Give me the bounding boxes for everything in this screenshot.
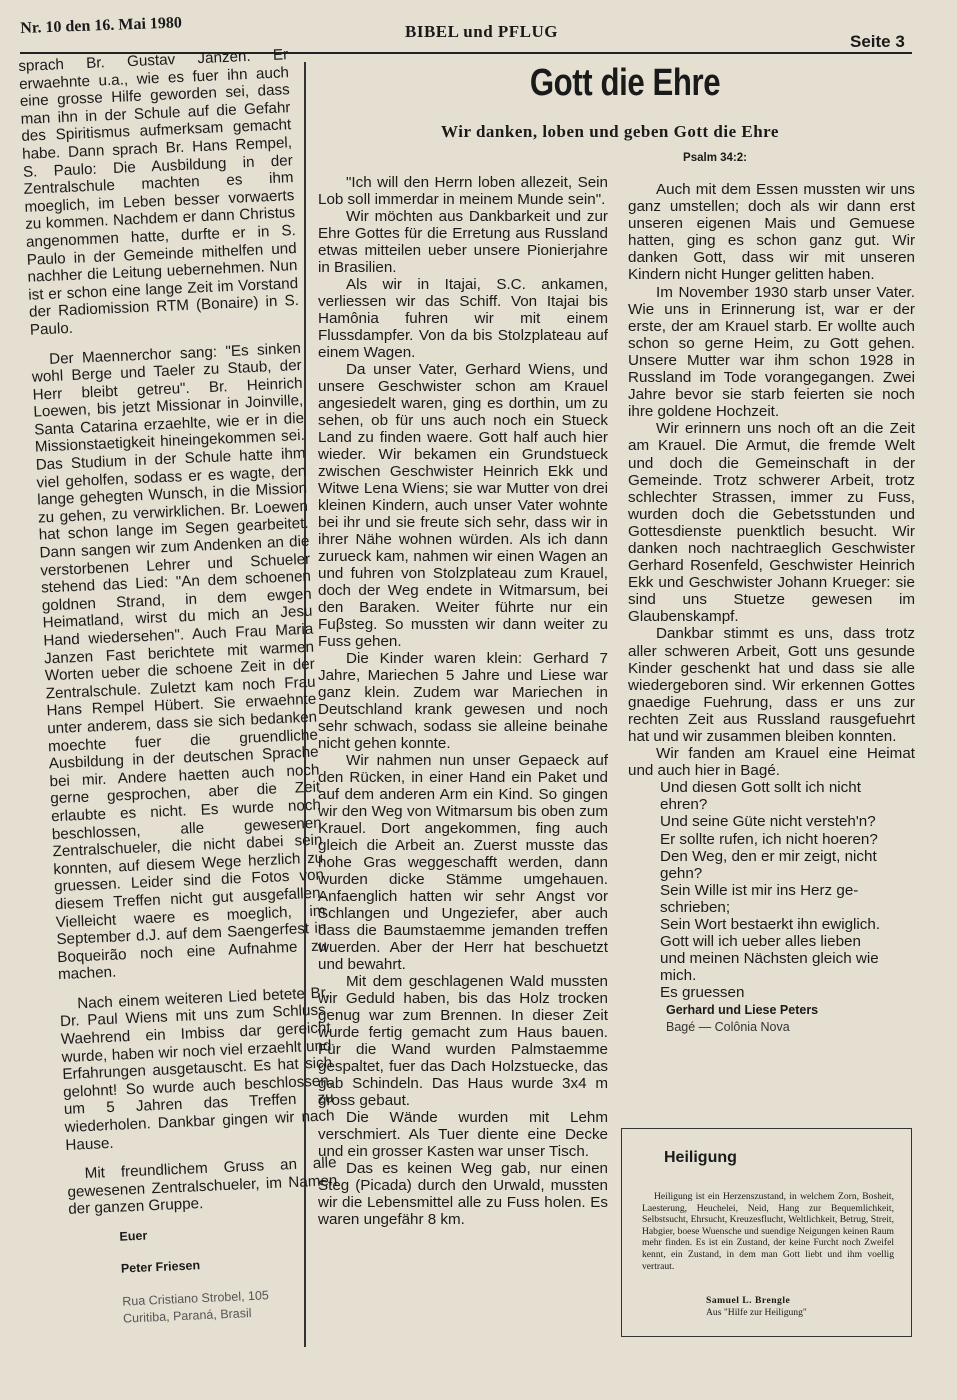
author-place: Bagé — Colônia Nova [666, 1019, 790, 1034]
verse-line: Den Weg, den er mir zeigt, nicht [660, 847, 877, 865]
verse-line: ehren? [660, 796, 708, 814]
box-text: Heiligung ist ein Herzenszustand, in welchem Zorn, Bosheit, Laesterung, Heuchelei, Neid, Hang zur Bequemlichkeit, Selbstsucht, Ehrsucht, Kreuzesflucht, Weltlichkeit, Betrug, Streit, Habgier, boese Wuensche und suendige Neigungen keinen Raum mehr finden. Es ist ein Zustand, der keine Furcht noch Zweifel kennt, ein Zustand, in dem man Gott liebt und ihm voellig vertraut. [642, 1191, 894, 1272]
article-column-middle [318, 174, 608, 1228]
verse-line: Sein Wort bestaerkt ihn ewiglich. [660, 916, 881, 934]
box-title: Heiligung [664, 1149, 737, 1166]
address-line: Curitiba, Paraná, Brasil [122, 1306, 252, 1326]
hymn-verse [660, 779, 915, 984]
left-paragraph: Mit freundlichem Gruss an alle gewesenen Zentralschueler, im Namen der ganzen Gruppe. [67, 1154, 338, 1219]
closing-greeting: Es gruessen [660, 984, 745, 1002]
issue-date: Nr. 10 den 16. Mai 1980 [20, 14, 183, 37]
left-paragraph: Der Maennerchor sang: "Es sinken wohl Berge und Taeler zu Staub, der Herr bleibt getreu". Br. Heinrich Loewen, bis jetzt Missionar in Joinville, Santa Catarina erzaehlte, wie er in die Missionstaetigkeit hineingekommen sei. Das Studium in der Schule hatte ihm viel geholfen, sodass er es wagte, den lange gehegten Wunsch, in die Mission zu gehen, zu verwirklichen. Br. Loewen hat schon lange im Segen gearbeitet. Dann sangen wir zum Andenken an die verstorbenen Lehrer und Schueler stehend das Lied: "An dem schoenen goldnen Strand, in dem ewgen Heimatland, wirst du mich an Jesu Hand wiedersehen". Auch Frau Maria Janzen Fast berichtete mit warmen Worten ueber die schoene Zeit in der Zentralschule. Zuletzt kam noch Frau Hans Rempel Hübert. Sie erwaehnte unter anderem, dass sie sich bedanken moechte fuer die gruendliche Ausbildung in der deutschen Sprache bei mir. Andere haetten auch noch gerne gesprochen, aber die Zeit erlaubte es nicht. Es wurde noch beschlossen, alle gewesenen Zentralschueler, die nicht dabei sein konnten, auf diesem Wege herzlich zu gruessen. Leider sind die Fotos von diesem Treffen nicht gut ausgefallen. Vielleicht waere es moeglich, im September d.J. auf dem Saengerfest in Boqueirão noch eine Aufnahme zu machen. [31, 339, 328, 984]
article-paragraph: "Ich will den Herrn loben allezeit, Sein Lob soll immerdar in meinem Munde sein". [318, 174, 608, 208]
left-paragraph: Nach einem weiteren Lied betete Br. Dr. Paul Wiens mit uns zum Schluss. Waehrend ein Imbiss dar gereicht wurde, haben wir noch viel erzaehlt und Erfahrungen ausgetauscht. Es hat sich gelohnt! So wurde auch beschlossen, um 5 Jahren das Treffen zu wiederholen. Dankbar gingen wir nach Hause. [59, 984, 335, 1154]
signoff: Euer [119, 1228, 148, 1244]
article-paragraph: Mit dem geschlagenen Wald mussten wir Geduld haben, bis das Holz trocken genug war zum Brennen. In dieser Zeit wurde fertig gemacht zum Haus bauen. Für die Wand wurden Palmstaemme gespaltet, fuer das Dach Holzstuecke, das gab Schindeln. Das Haus wurde 3x4 m gross gebaut. [318, 973, 608, 1109]
author-names: Gerhard und Liese Peters [666, 1002, 819, 1017]
article-paragraph: Das es keinen Weg gab, nur einen Steg (Picada) durch den Urwald, mussten wir die Lebensmittel alle zu Fuss holen. Es waren ungefähr 8 km. [318, 1160, 608, 1228]
left-column-article [18, 46, 343, 1330]
verse-line: mich. [660, 967, 697, 985]
article-paragraph: Als wir in Itajai, S.C. ankamen, verliessen wir das Schiff. Von Itajai bis Hamônia fuhren wir mit einem Flussdampfer. Von da bis Stolzplateau auf einem Wagen. [318, 276, 608, 361]
verse-line: gehn? [660, 864, 703, 882]
verse-line: Gott will ich ueber alles lieben [660, 933, 861, 951]
verse-line: Und seine Güte nicht versteh'n? [660, 813, 876, 831]
article-paragraph: Dankbar stimmt es uns, dass trotz aller schweren Arbeit, Gott uns gesunde Kinder geschenkt hat und dass sie alle wiedergeboren sind. Wir erkennen Gottes gnaedige Fuehrung, dass er uns zur rechten Zeit aus Russland rausgefuehrt hat und wir zusammen bleiben konnten. [628, 625, 915, 745]
address [122, 1284, 343, 1328]
page-number: Seite 3 [850, 32, 905, 51]
heiligung-box [621, 1128, 912, 1337]
article-paragraph: Die Kinder waren klein: Gerhard 7 Jahre, Mariechen 5 Jahre und Liese war ganz klein. Zudem war Mariechen in Deutschland krank gewesen und noch sehr schwach, sodass sie alleine beinahe nicht gehen konnte. [318, 650, 608, 752]
signature: Peter Friesen [120, 1257, 201, 1276]
article-paragraph: Wir fanden am Krauel eine Heimat und auch hier in Bagé. [628, 745, 915, 780]
article-paragraph: Wir möchten aus Dankbarkeit und zur Ehre Gottes für die Erretung aus Russland etwas mitteilen ueber unsere Pionierjahre in Brasilien. [318, 208, 608, 276]
article-title: Gott die Ehre [529, 62, 721, 104]
article-paragraph: Wir erinnern uns noch oft an die Zeit am Krauel. Die Armut, die fremde Welt und doch die Gemeinschaft in der Gemeinde. Trotz schwerer Arbeit, trotz schlechter Strassen, immer zu Fuss, wurden doch die Gebetsstunden und Gottesdienste puenktlich besucht. Wir danken noch nachtraeglich Geschwister Gerhard Rosenfeld, Geschwister Heinrich Ekk und Geschwister Johann Krueger: sie sind uns Stuetze gewesen im Glaubenskampf. [628, 420, 915, 626]
box-source: Aus "Hilfe zur Heiligung" [706, 1307, 807, 1318]
verse-line: Er sollte rufen, ich nicht hoeren? [660, 830, 878, 848]
box-author: Samuel L. Brengle [706, 1295, 791, 1306]
verse-line: Und diesen Gott sollt ich nicht [660, 779, 861, 797]
article-paragraph: Im November 1930 starb unser Vater. Wie uns in Erinnerung ist, war er der erste, der am Krauel starb. Er wollte auch schon so gerne Heim, zu Gott gehen. Unsere Mutter war ihm schon 1928 in Russland im Tode vorangegangen. Zwei Jahre bevor sie starb feierten sie noch ihre goldene Hochzeit. [628, 283, 915, 421]
verse-line: und meinen Nächsten gleich wie [660, 950, 879, 968]
article-column-right [628, 181, 915, 1036]
verse-line: schrieben; [660, 898, 731, 916]
address-line: Rua Cristiano Strobel, 105 [122, 1288, 270, 1309]
left-paragraph: sprach Br. Gustav Janzen. Er erwaehnte u.a., wie es fuer ihn auch eine grosse Hilfe geworden sei, dass man ihn in der Schule auf die Gefahr des Spiritismus aufmerksam gemacht habe. Dann sprach Br. Hans Rempel, S. Paulo: Die Ausbildung in der Zentralschule machten es ihm moeglich, im Leben besser vorwaerts zu kommen. Nachdem er dann Christus angenommen hatte, durfte er in S. Paulo in der Gemeinde mithelfen und nachher die Leitung uebernehmen. Nun ist er schon eine lange Zeit im Vorstand der Radiomission RTM (Bonaire) in S. Paulo. [18, 46, 300, 339]
psalm-reference: Psalm 34:2: [683, 152, 747, 164]
article-paragraph: Wir nahmen nun unser Gepaeck auf den Rücken, in einer Hand ein Paket und auf dem anderen Arm ein Kind. So gingen wir den Weg von Witmarsum bis oben zum Krauel. Dort angekommen, fing auch gleich die Arbeit an. Zuerst musste das hohe Gras weggeschafft werden, dann wurden dicke Stämme umgehauen. Anfaenglich hatten wir sehr Angst vor Schlangen und Ungeziefer, aber auch dass die Baumstaemme jemanden treffen wuerden. Aber der Herr hat beschuetzt und bewahrt. [318, 752, 608, 973]
article-subtitle: Wir danken, loben und geben Gott die Ehre [441, 122, 779, 141]
article-paragraph: Da unser Vater, Gerhard Wiens, und unsere Geschwister schon am Krauel angesiedelt waren, ging es dorthin, um zu sehen, ob für uns auch noch ein Stueck Land zu finden waere. Gott half auch hier wieder. Wir bekamen ein Grundstueck zwischen Geschwister Heinrich Ekk und Witwe Lena Wiens; sie war Mutter von drei kleinen Kindern, auch unser Vater wohnte bei ihr und sie freute sich sehr, dass wir in ihrer Nähe wohnen würden. Als ich dann zurueck kam, nahmen wir einen Wagen an und fuhren von Stolzplateau zum Krauel, doch der Weg endete in Witmarsum, bei den Baraken. Weiter führte nur ein Fuβsteg. So mussten wir dann weiter zu Fuss gehen. [318, 361, 608, 650]
verse-line: Sein Wille ist mir ins Herz ge- [660, 881, 859, 899]
page-header [0, 0, 957, 60]
article-closing [660, 984, 915, 1035]
article-paragraph: Die Wände wurden mit Lehm verschmiert. Als Tuer diente eine Decke und ein grosser Kasten war unser Tisch. [318, 1109, 608, 1160]
article-paragraph: Auch mit dem Essen mussten wir uns ganz umstellen; doch als wir dann erst unseren eigenen Mais und Gemuese hatten, ging es schon ganz gut. Wir danken Gott, dass wir mit unseren Kindern nicht Hunger gelitten haben. [628, 181, 915, 284]
publication-title: BIBEL und PFLUG [405, 22, 559, 41]
